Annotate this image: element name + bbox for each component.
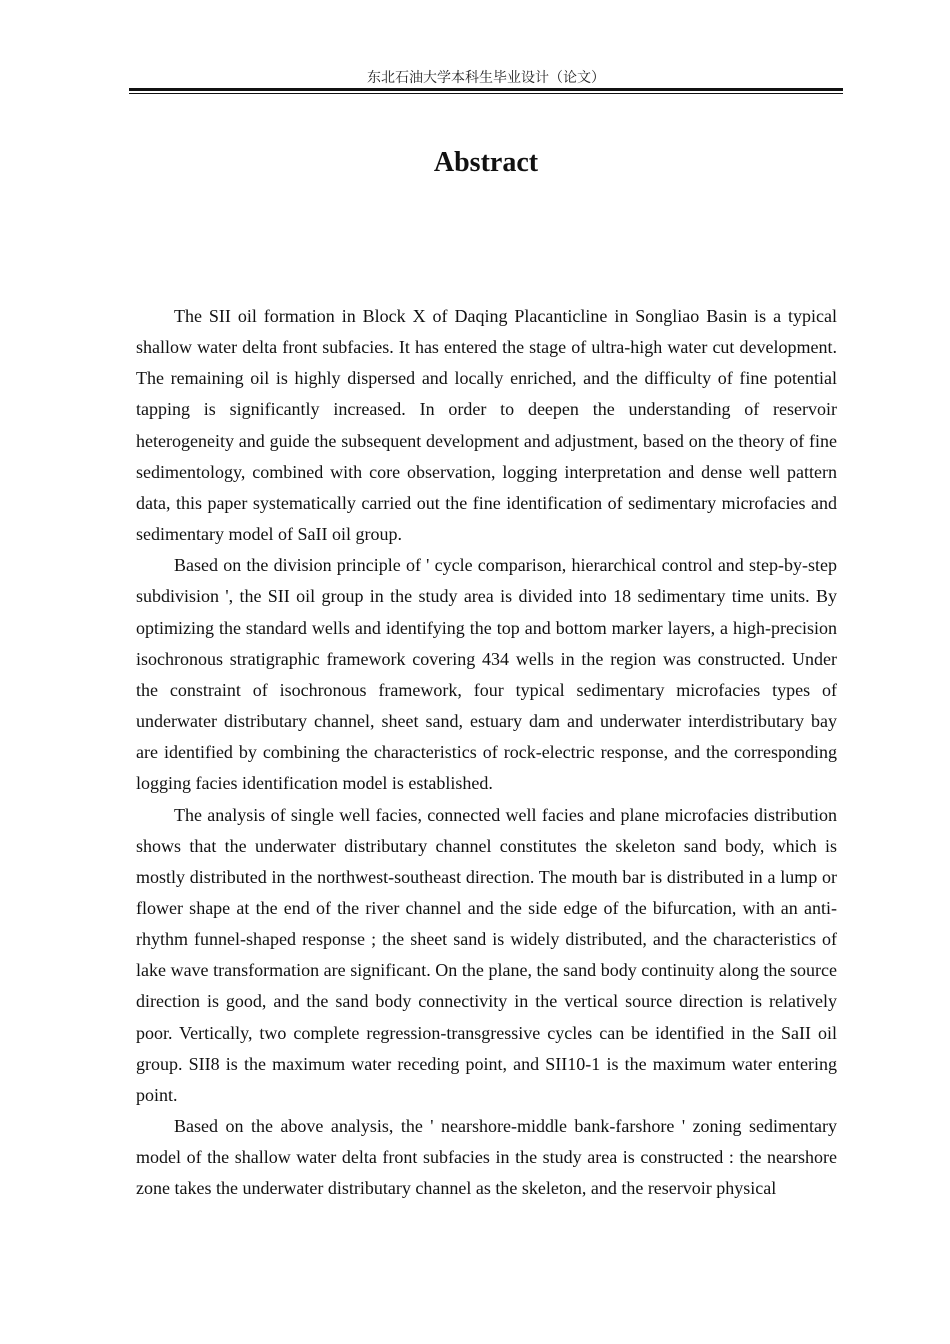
- header-rule-thin: [129, 93, 843, 94]
- abstract-body: [136, 301, 837, 1205]
- running-header: 东北石油大学本科生毕业设计（论文）: [367, 70, 605, 86]
- abstract-paragraph-1: The SII oil formation in Block X of Daqing Placanticline in Songliao Basin is a typical shallow water delta front subfacies. It has entered the stage of ultra-high water cut development. The remaining oil is highly dispersed and locally enriched, and the difficulty of fine potential tapping is significantly increased. In order to deepen the understanding of reservoir heterogeneity and guide the subsequent development and adjustment, based on the theory of fine sedimentology, combined with core observation, logging interpretation and dense well pattern data, this paper systematically carried out the fine identification of sedimentary microfacies and sedimentary model of SaII oil group.: [136, 306, 837, 545]
- abstract-paragraph-4: Based on the above analysis, the ' nearshore-middle bank-farshore ' zoning sedimentary model of the shallow water delta front subfacies in the study area is constructed : the nearshore zone takes the underwater distributary channel as the skeleton, and the reservoir physical: [136, 1116, 837, 1199]
- abstract-paragraph-2: Based on the division principle of ' cycle comparison, hierarchical control and step-by-step subdivision ', the SII oil group in the study area is divided into 18 sedimentary time units. By optimizing the standard wells and identifying the top and bottom marker layers, a high-precision isochronous stratigraphic framework covering 434 wells in the region was constructed. Under the constraint of isochronous framework, four typical sedimentary microfacies types of underwater distributary channel, sheet sand, estuary dam and underwater interdistributary bay are identified by combining the characteristics of rock-electric response, and the corresponding logging facies identification model is established.: [136, 555, 837, 794]
- page-title: Abstract: [433, 147, 539, 178]
- abstract-paragraph-3: The analysis of single well facies, connected well facies and plane microfacies distribution shows that the underwater distributary channel constitutes the skeleton sand body, which is mostly distributed in the northwest-southeast direction. The mouth bar is distributed in a lump or flower shape at the end of the river channel and the side edge of the bifurcation, with an anti-rhythm funnel-shaped response ; the sheet sand is widely distributed, and the characteristics of lake wave transformation are significant. On the plane, the sand body continuity along the source direction is good, and the sand body connectivity in the vertical source direction is relatively poor. Vertically, two complete regression-transgressive cycles can be identified in the SaII oil group. SII8 is the maximum water receding point, and SII10-1 is the maximum water entering point.: [136, 804, 837, 1105]
- header-rule-thick: [129, 88, 843, 91]
